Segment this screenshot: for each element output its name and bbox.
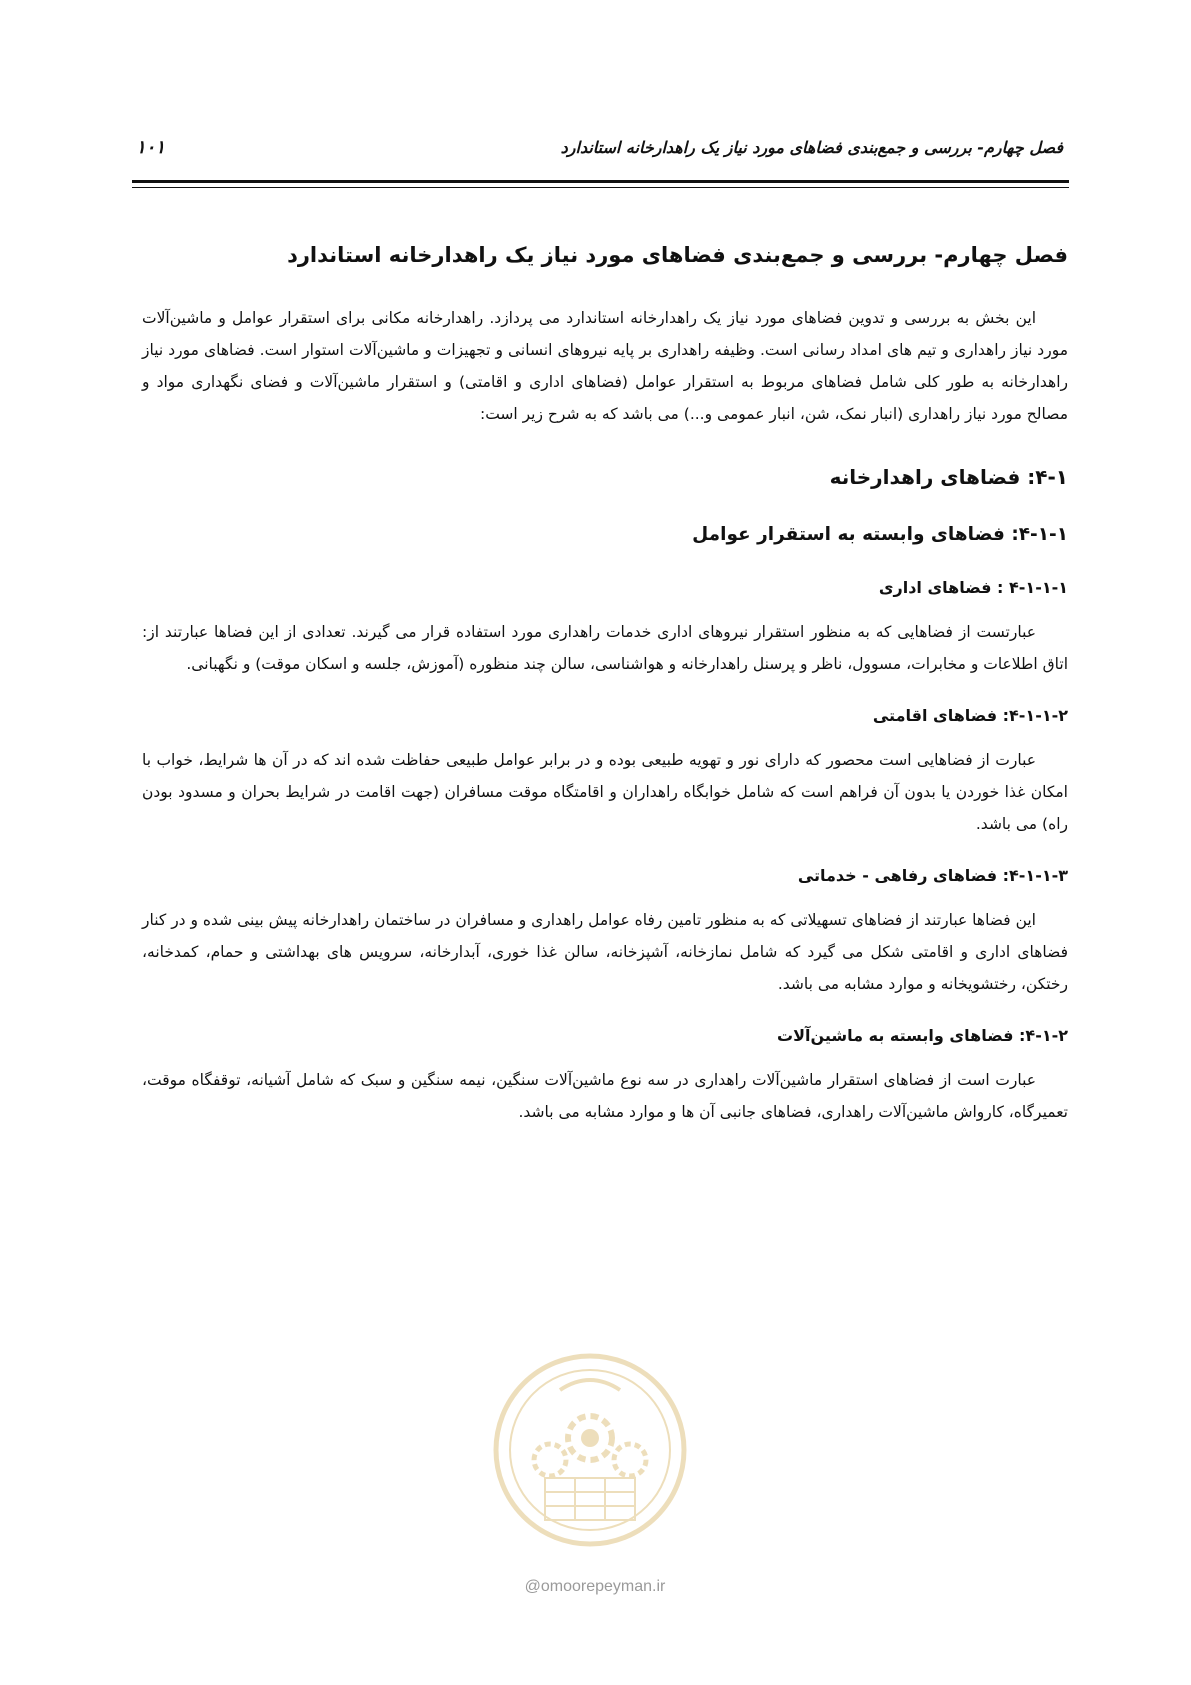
section-heading-4-1-1-1: ۴-۱-۱-۱ : فضاهای اداری: [878, 578, 1068, 597]
running-header: [136, 130, 1063, 164]
page-number: ۱۰۱: [136, 136, 166, 158]
running-title: فصل چهارم- بررسی و جمع‌بندی فضاهای مورد نیاز یک راهدارخانه استاندارد: [560, 137, 1063, 157]
body-content: [142, 240, 1068, 1128]
section-body-4-1-1-2: عبارت از فضاهایی است محصور که دارای نور و تهویه طبیعی بوده و در برابر عوامل طبیعی حفاظت شده اند که در آن ها شرایط، خواب با امکان غذا خوردن یا بدون آن فراهم است که شامل خوابگاه راهداران و اقامتگاه موقت مسافران (جهت اقامت در شرایط بحران و مسدود بودن راه) می باشد.: [142, 751, 1068, 833]
header-rule-thick: [132, 180, 1069, 183]
header-rule-thin: [132, 187, 1069, 188]
watermark-site-text: @omoorepeyman.ir: [524, 1578, 666, 1595]
intro-paragraph: این بخش به بررسی و تدوین فضاهای مورد نیاز یک راهدارخانه استاندارد می پردازد. راهدارخانه مکانی برای استقرار عوامل و ماشین‌آلات مورد نیاز راهداری و تیم های امداد رسانی است. وظیفه راهداری بر پایه نیروهای انسانی و تجهیزات و ماشین‌آلات استوار است. فضاهای مورد نیاز راهدارخانه به طور کلی شامل فضاهای مربوط به استقرار عوامل (فضاهای اداری و اقامتی) و استقرار ماشین‌آلات و فضای نگهداری مواد و مصالح مورد نیاز راهداری (انبار نمک، شن، انبار عمومی و...) می باشد که به شرح زیر است:: [142, 309, 1068, 423]
section-heading-4-1: ۴-۱: فضاهای راهدارخانه: [829, 465, 1068, 489]
watermark-seal-icon: [490, 1350, 690, 1550]
section-heading-4-1-1-2: ۴-۱-۱-۲: فضاهای اقامتی: [872, 706, 1068, 725]
section-body-4-1-1-1: عبارتست از فضاهایی که به منظور استقرار نیروهای اداری خدمات راهداری مورد استفاده قرار می گیرند. تعدادی از این فضاها عبارتند از: اتاق اطلاعات و مخابرات، مسوول، ناظر و پرسنل راهدارخانه و هواشناسی، سالن چند منظوره (آموزش، جلسه و اسکان موقت) و نگهبانی.: [142, 623, 1068, 673]
section-body-4-1-1-3: این فضاها عبارتند از فضاهای تسهیلاتی که به منظور تامین رفاه عوامل راهداری و مسافران در ساختمان راهدارخانه پیش بینی شده و در کنار فضاهای اداری و اقامتی شکل می گیرد که شامل نمازخانه، آشپزخانه، سالن غذا خوری، آبدارخانه، سرویس های بهداشتی و حمام، کمدخانه، رختکن، رختشویخانه و موارد مشابه می باشد.: [142, 911, 1068, 993]
section-body-4-1-2: عبارت است از فضاهای استقرار ماشین‌آلات راهداری در سه نوع ماشین‌آلات سنگین، نیمه سنگین و سبک که شامل آشیانه، توقفگاه موقت، تعمیرگاه، کارواش ماشین‌آلات راهداری، فضاهای جانبی آن ها و موارد مشابه می باشد.: [142, 1071, 1068, 1121]
chapter-title: فصل چهارم- بررسی و جمع‌بندی فضاهای مورد نیاز یک راهدارخانه استاندارد: [287, 243, 1068, 267]
section-heading-4-1-2: ۴-۱-۲: فضاهای وابسته به ماشین‌آلات: [777, 1026, 1068, 1045]
section-heading-4-1-1-3: ۴-۱-۱-۳: فضاهای رفاهی - خدماتی: [797, 866, 1068, 885]
section-heading-4-1-1: ۴-۱-۱: فضاهای وابسته به استقرار عوامل: [692, 524, 1068, 545]
